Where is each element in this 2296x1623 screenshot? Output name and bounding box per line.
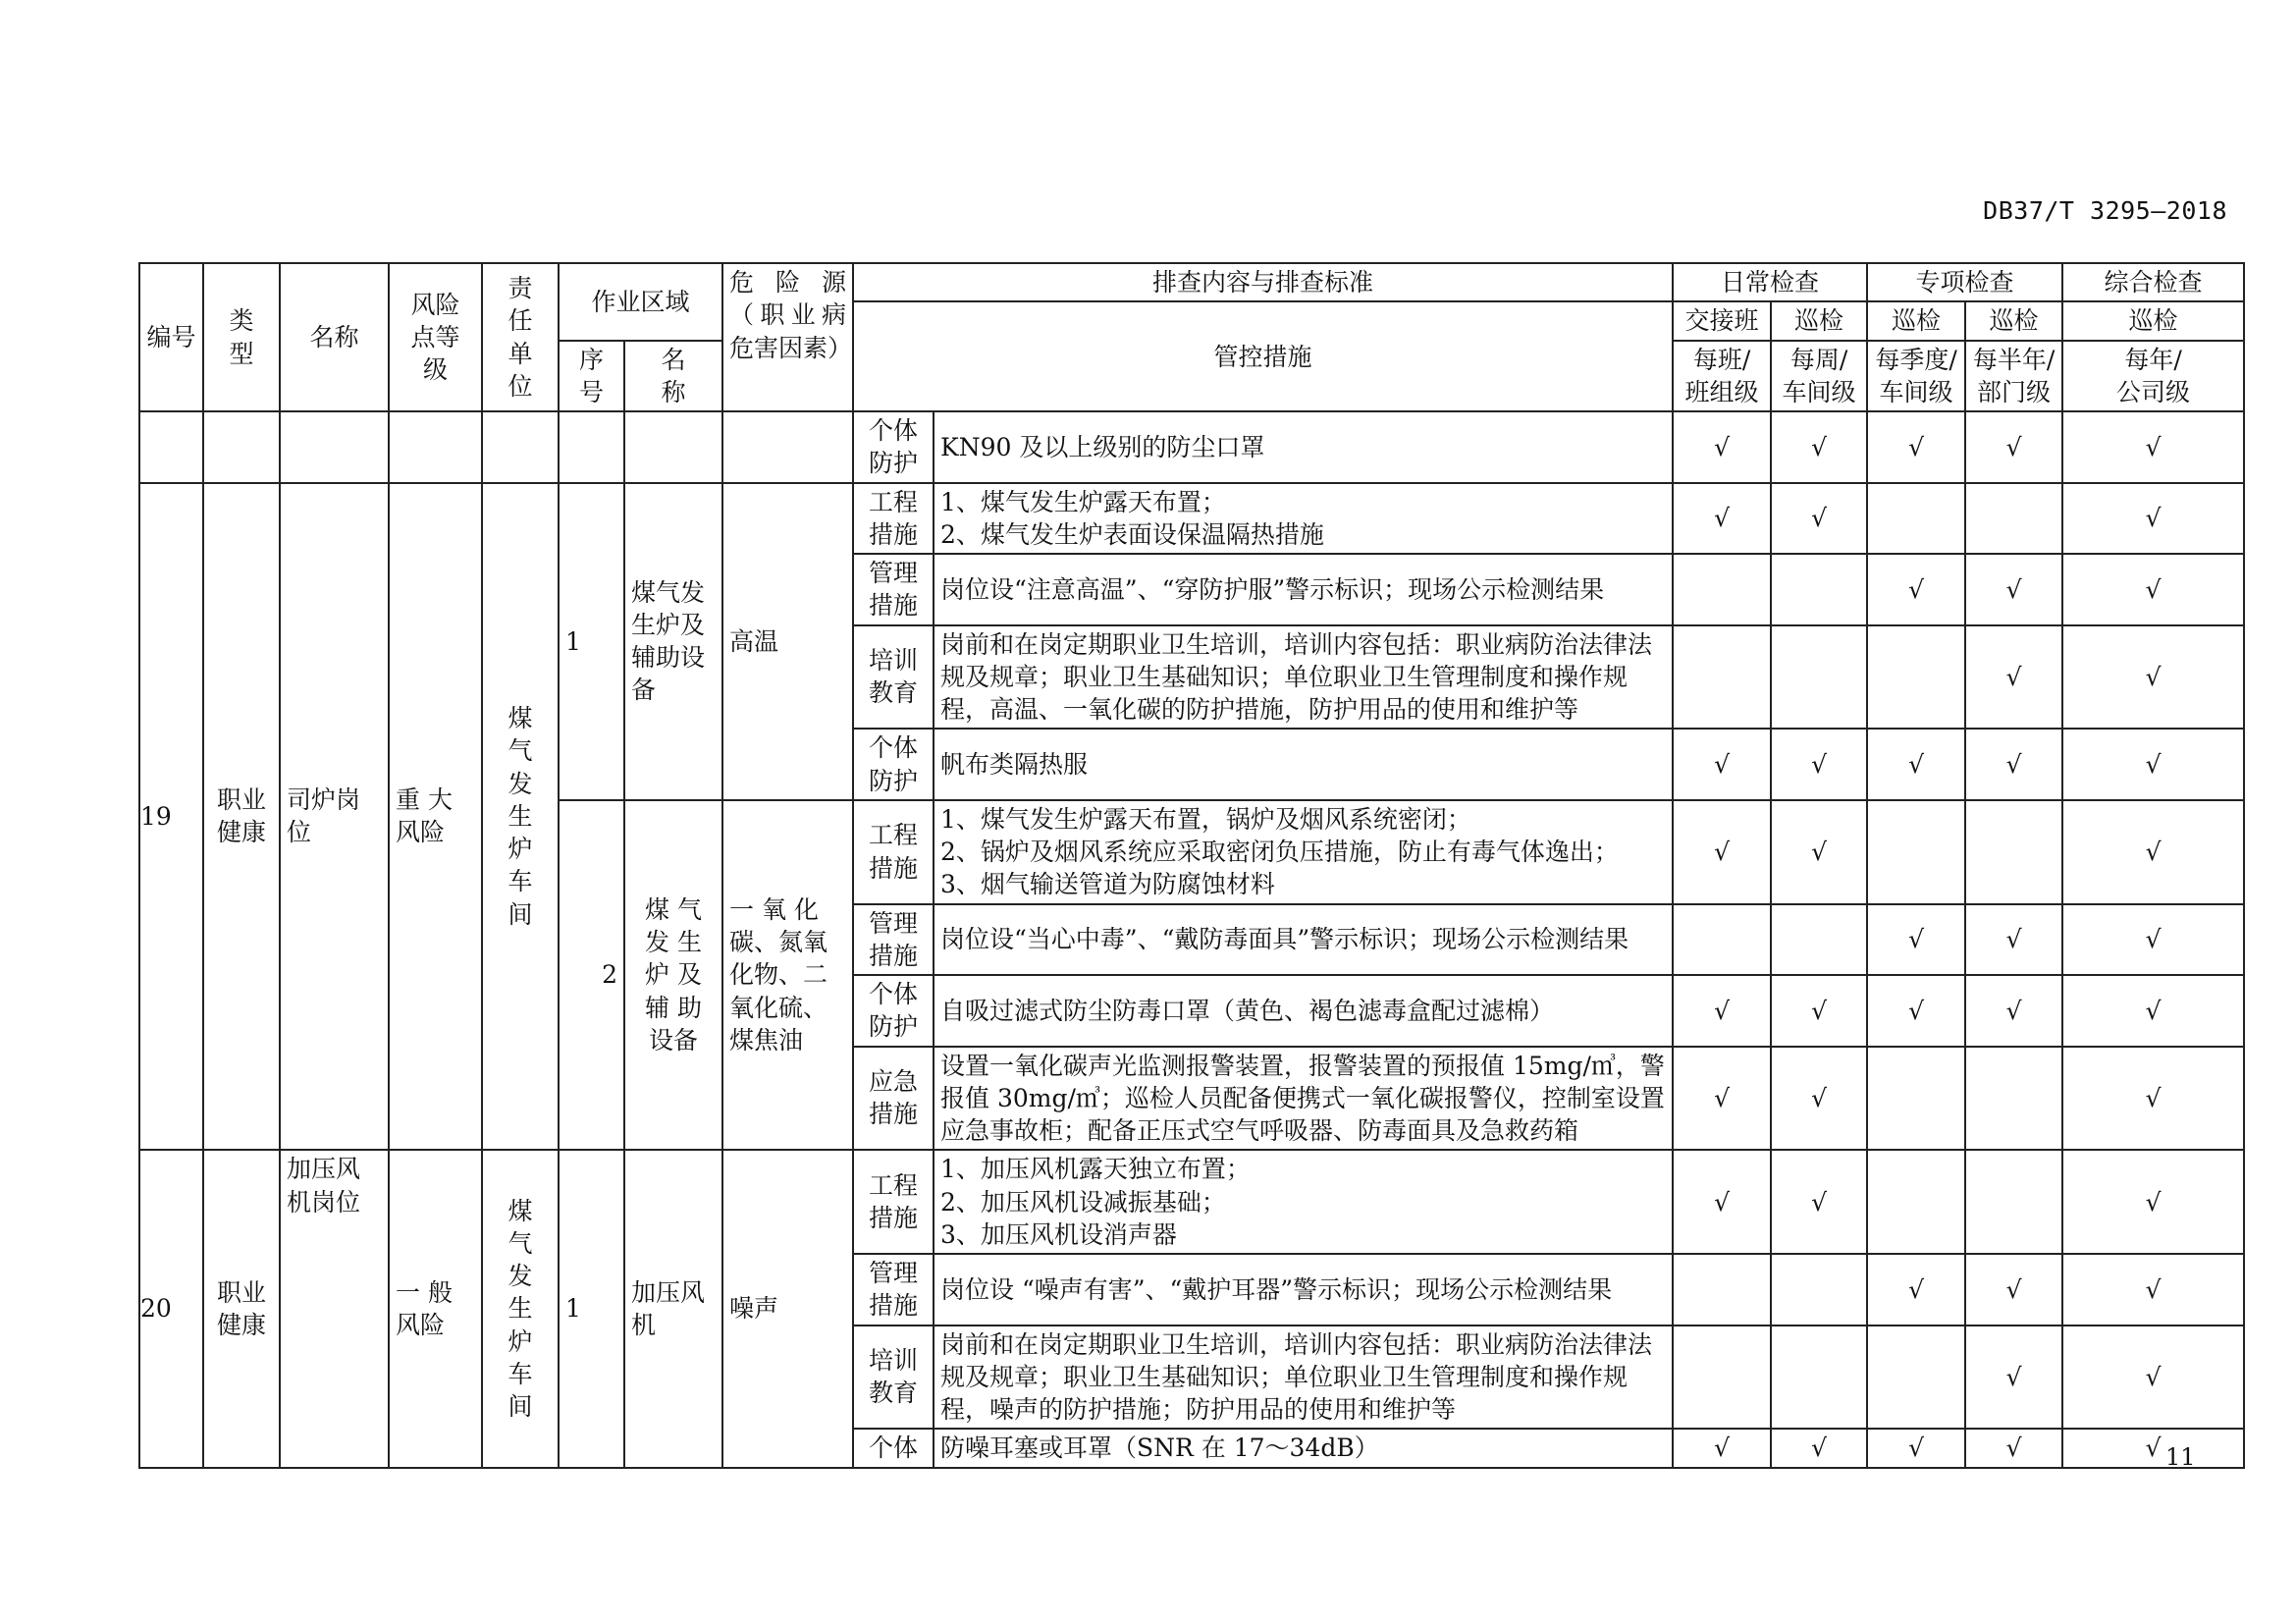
measure-text: 1、加压风机露天独立布置； 2、加压风机设减振基础； 3、加压风机设消声器 (934, 1150, 1673, 1254)
check-mark: √ (1771, 975, 1867, 1047)
check-mark (1771, 904, 1867, 976)
measure-category: 培训 教育 (853, 1325, 934, 1430)
header-frequency: 每周/ 车间级 (1771, 341, 1867, 412)
check-mark: √ (1771, 800, 1867, 904)
check-mark: √ (1867, 1429, 1965, 1467)
header-measures: 管控措施 (853, 301, 1673, 411)
measure-category: 工程 措施 (853, 483, 934, 555)
measure-category: 工程 措施 (853, 1150, 934, 1254)
check-mark: √ (1673, 1047, 1771, 1151)
check-mark (1965, 483, 2062, 555)
check-mark: √ (1965, 904, 2062, 976)
measure-text: 岗位设“当心中毒”、“戴防毒面具”警示标识；现场公示检测结果 (934, 904, 1673, 976)
check-mark: √ (1673, 411, 1771, 483)
header-special-check: 专项检查 (1867, 263, 2062, 301)
header-patrol: 巡检 (2062, 301, 2244, 340)
header-seq: 序 号 (559, 341, 624, 412)
measure-category: 管理 措施 (853, 554, 934, 625)
entry-name: 加压风 机岗位 (280, 1150, 389, 1467)
measure-category: 个体 (853, 1429, 934, 1467)
check-mark: √ (1867, 554, 1965, 625)
header-shift: 交接班 (1673, 301, 1771, 340)
area-hazard: 噪声 (722, 1150, 853, 1467)
measure-text: 帆布类隔热服 (934, 729, 1673, 800)
check-mark: √ (1771, 1047, 1867, 1151)
check-mark: √ (1673, 975, 1771, 1047)
header-patrol: 巡检 (1965, 301, 2062, 340)
check-mark: √ (1673, 729, 1771, 800)
empty-cell (139, 411, 203, 483)
header-risk-level: 风险 点等 级 (389, 263, 482, 411)
check-mark (1771, 625, 1867, 730)
header-responsible-unit: 责 任 单 位 (482, 263, 559, 411)
check-mark (1867, 625, 1965, 730)
check-mark: √ (1965, 411, 2062, 483)
check-mark: √ (1673, 800, 1771, 904)
empty-cell (559, 411, 624, 483)
area-name: 煤气发 生炉及 辅助设 备 (624, 483, 722, 800)
check-mark: √ (1673, 1150, 1771, 1254)
check-mark: √ (1867, 729, 1965, 800)
header-area-name: 名 称 (624, 341, 722, 412)
header-hazard: 危险源（职业病危害因素） (722, 263, 853, 411)
check-mark: √ (2062, 1429, 2244, 1467)
area-hazard: 一 氧 化 碳、氮氧 化物、二 氧化硫、 煤焦油 (722, 800, 853, 1151)
empty-cell (624, 411, 722, 483)
document-code: DB37/T 3295—2018 (1983, 196, 2227, 225)
check-mark (1965, 1150, 2062, 1254)
measure-category: 培训 教育 (853, 625, 934, 730)
check-mark: √ (1965, 1325, 2062, 1430)
check-mark (1673, 625, 1771, 730)
header-id: 编号 (139, 263, 203, 411)
header-name: 名称 (280, 263, 389, 411)
measure-text: 岗前和在岗定期职业卫生培训，培训内容包括：职业病防治法律法规及规章；职业卫生基础知识；单位职业卫生管理制度和操作规程，高温、一氧化碳的防护措施，防护用品的使用和维护等 (934, 625, 1673, 730)
check-mark (1673, 904, 1771, 976)
entry-id: 20 (139, 1150, 203, 1467)
check-mark: √ (1771, 411, 1867, 483)
header-type: 类 型 (203, 263, 280, 411)
check-mark: √ (2062, 483, 2244, 555)
check-mark: √ (1771, 483, 1867, 555)
check-mark: √ (2062, 411, 2244, 483)
check-mark: √ (2062, 625, 2244, 730)
header-patrol: 巡检 (1867, 301, 1965, 340)
header-frequency: 每年/ 公司级 (2062, 341, 2244, 412)
empty-cell (280, 411, 389, 483)
header-comprehensive-check: 综合检查 (2062, 263, 2244, 301)
check-mark (1965, 800, 2062, 904)
measure-text: 1、煤气发生炉露天布置； 2、煤气发生炉表面设保温隔热措施 (934, 483, 1673, 555)
entry-name: 司炉岗 位 (280, 483, 389, 1151)
measure-text: KN90 及以上级别的防尘口罩 (934, 411, 1673, 483)
check-mark: √ (1771, 729, 1867, 800)
empty-cell (203, 411, 280, 483)
entry-risk-level: 重 大 风险 (389, 483, 482, 1151)
check-mark (1673, 1325, 1771, 1430)
check-mark: √ (1965, 729, 2062, 800)
measure-category: 管理 措施 (853, 1254, 934, 1325)
empty-cell (482, 411, 559, 483)
area-seq: 1 (559, 1150, 624, 1467)
check-mark: √ (1771, 1150, 1867, 1254)
empty-cell (722, 411, 853, 483)
check-mark (1673, 554, 1771, 625)
header-frequency: 每季度/ 车间级 (1867, 341, 1965, 412)
check-mark: √ (2062, 975, 2244, 1047)
check-mark: √ (1965, 1254, 2062, 1325)
header-frequency: 每半年/ 部门级 (1965, 341, 2062, 412)
area-seq: 2 (559, 800, 624, 1151)
check-mark: √ (1867, 975, 1965, 1047)
measure-text: 岗前和在岗定期职业卫生培训，培训内容包括：职业病防治法律法规及规章；职业卫生基础知识；单位职业卫生管理制度和操作规程，噪声的防护措施；防护用品的使用和维护等 (934, 1325, 1673, 1430)
check-mark: √ (1965, 975, 2062, 1047)
entry-type: 职业 健康 (203, 1150, 280, 1467)
measure-category: 工程 措施 (853, 800, 934, 904)
area-hazard: 高温 (722, 483, 853, 800)
entry-type: 职业 健康 (203, 483, 280, 1151)
measure-category: 应急 措施 (853, 1047, 934, 1151)
check-mark (1867, 800, 1965, 904)
check-mark: √ (2062, 729, 2244, 800)
measure-text: 岗位设“注意高温”、“穿防护服”警示标识；现场公示检测结果 (934, 554, 1673, 625)
check-mark (1771, 1325, 1867, 1430)
measure-category: 个体 防护 (853, 729, 934, 800)
check-mark: √ (1965, 625, 2062, 730)
entry-risk-level: 一 般 风险 (389, 1150, 482, 1467)
entry-id: 19 (139, 483, 203, 1151)
check-mark (1867, 1150, 1965, 1254)
measure-text: 设置一氧化碳声光监测报警装置，报警装置的预报值 15mg/㎥，警报值 30mg/㎥；巡检人员配备便携式一氧化碳报警仪，控制室设置应急事故柜；配备正压式空气呼吸器、防毒面具及急救药箱 (934, 1047, 1673, 1151)
check-mark: √ (2062, 554, 2244, 625)
check-mark: √ (2062, 1254, 2244, 1325)
page-number: 11 (2165, 1443, 2196, 1471)
check-mark: √ (1867, 904, 1965, 976)
check-mark (1771, 554, 1867, 625)
check-mark (1867, 1325, 1965, 1430)
area-name: 加压风 机 (624, 1150, 722, 1467)
check-mark (1867, 483, 1965, 555)
header-patrol: 巡检 (1771, 301, 1867, 340)
entry-responsible-unit: 煤 气 发 生 炉 车 间 (482, 483, 559, 1151)
header-work-area: 作业区域 (559, 263, 722, 341)
header-daily-check: 日常检查 (1673, 263, 1867, 301)
check-mark: √ (1673, 1429, 1771, 1467)
check-mark: √ (1771, 1429, 1867, 1467)
check-mark: √ (2062, 1150, 2244, 1254)
check-mark (1867, 1047, 1965, 1151)
check-mark: √ (1965, 1429, 2062, 1467)
measure-category: 个体 防护 (853, 411, 934, 483)
check-mark: √ (2062, 800, 2244, 904)
area-name: 煤 气 发 生 炉 及 辅 助 设备 (624, 800, 722, 1151)
check-mark: √ (1965, 554, 2062, 625)
area-seq: 1 (559, 483, 624, 800)
empty-cell (389, 411, 482, 483)
check-mark (1965, 1047, 2062, 1151)
risk-inspection-table (138, 262, 2245, 1469)
header-frequency: 每班/ 班组级 (1673, 341, 1771, 412)
check-mark: √ (1867, 411, 1965, 483)
measure-text: 自吸过滤式防尘防毒口罩（黄色、褐色滤毒盒配过滤棉） (934, 975, 1673, 1047)
measure-category: 管理 措施 (853, 904, 934, 976)
entry-responsible-unit: 煤 气 发 生 炉 车 间 (482, 1150, 559, 1467)
header-standard: 排查内容与排查标准 (853, 263, 1673, 301)
check-mark: √ (2062, 1325, 2244, 1430)
check-mark: √ (2062, 904, 2244, 976)
check-mark (1771, 1254, 1867, 1325)
measure-text: 1、煤气发生炉露天布置，锅炉及烟风系统密闭； 2、锅炉及烟风系统应采取密闭负压措施，防止有毒气体逸出； 3、烟气输送管道为防腐蚀材料 (934, 800, 1673, 904)
measure-category: 个体 防护 (853, 975, 934, 1047)
check-mark: √ (1867, 1254, 1965, 1325)
check-mark (1673, 1254, 1771, 1325)
measure-text: 防噪耳塞或耳罩（SNR 在 17～34dB） (934, 1429, 1673, 1467)
check-mark: √ (1673, 483, 1771, 555)
check-mark: √ (2062, 1047, 2244, 1151)
measure-text: 岗位设 “噪声有害”、“戴护耳器”警示标识；现场公示检测结果 (934, 1254, 1673, 1325)
